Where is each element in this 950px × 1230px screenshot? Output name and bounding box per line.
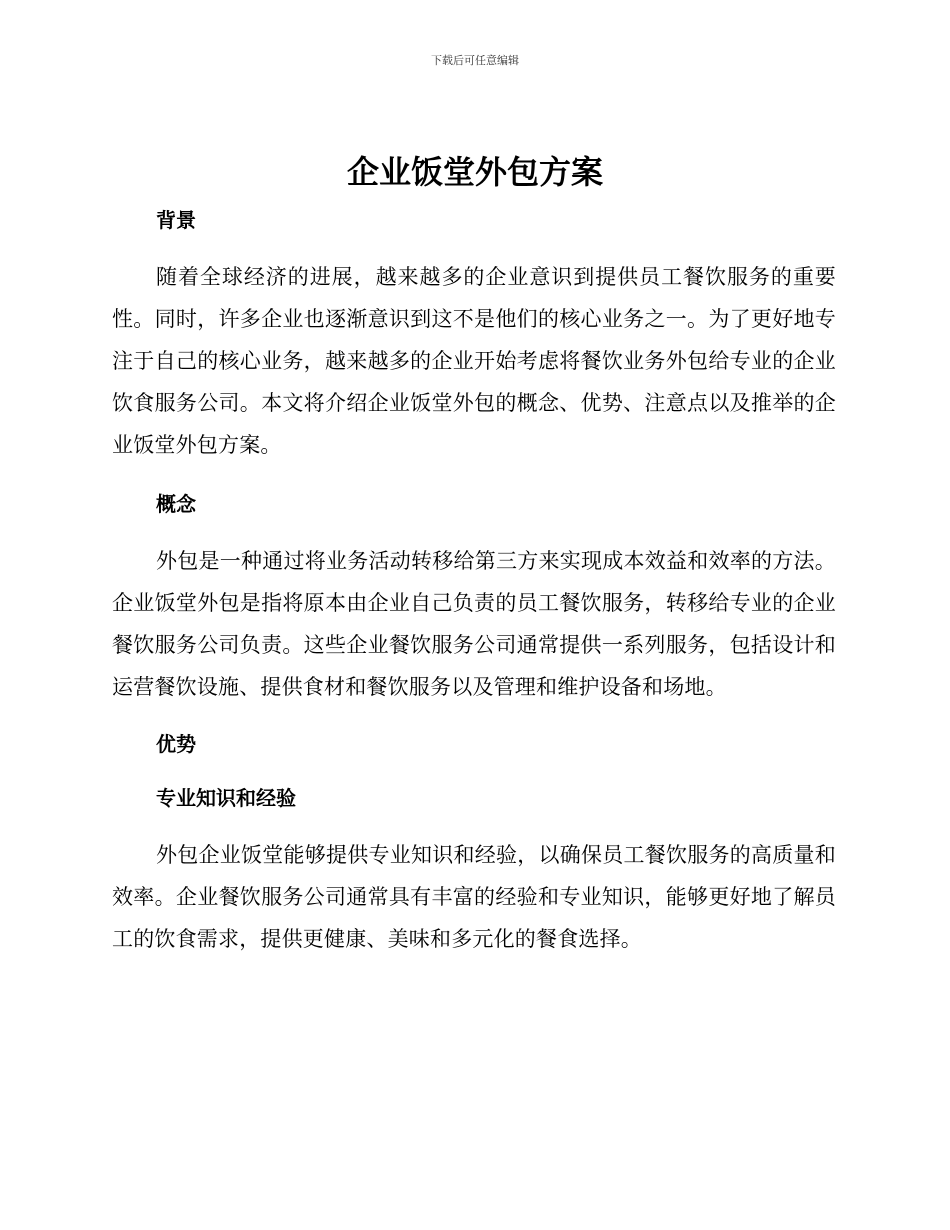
document-body — [112, 200, 836, 960]
paragraph-background: 随着全球经济的进展，越来越多的企业意识到提供员工餐饮服务的重要性。同时，许多企业也逐渐意识到这不是他们的核心业务之一。为了更好地专注于自己的核心业务，越来越多的企业开始考虑将餐饮业务外包给专业的企业饮食服务公司。本文将介绍企业饭堂外包的概念、优势、注意点以及推举的企业饭堂外包方案。 — [112, 265, 836, 457]
paragraph-concept: 外包是一种通过将业务活动转移给第三方来实现成本效益和效率的方法。企业饭堂外包是指将原本由企业自己负责的员工餐饮服务，转移给专业的企业餐饮服务公司负责。这些企业餐饮服务公司通常提供一系列服务，包括设计和运营餐饮设施、提供食材和餐饮服务以及管理和维护设备和场地。 — [112, 549, 836, 699]
section-heading-background: 背景 — [156, 208, 196, 232]
paragraph-expertise: 外包企业饭堂能够提供专业知识和经验，以确保员工餐饮服务的高质量和效率。企业餐饮服务公司通常具有丰富的经验和专业知识，能够更好地了解员工的饮食需求，提供更健康、美味和多元化的餐食选择。 — [112, 843, 836, 951]
document-title: 企业饭堂外包方案 — [346, 153, 603, 191]
section-heading-advantages: 优势 — [156, 732, 196, 756]
sub-heading-expertise: 专业知识和经验 — [156, 786, 296, 810]
section-heading-concept: 概念 — [156, 492, 196, 516]
header-note: 下载后可任意编辑 — [431, 54, 519, 67]
